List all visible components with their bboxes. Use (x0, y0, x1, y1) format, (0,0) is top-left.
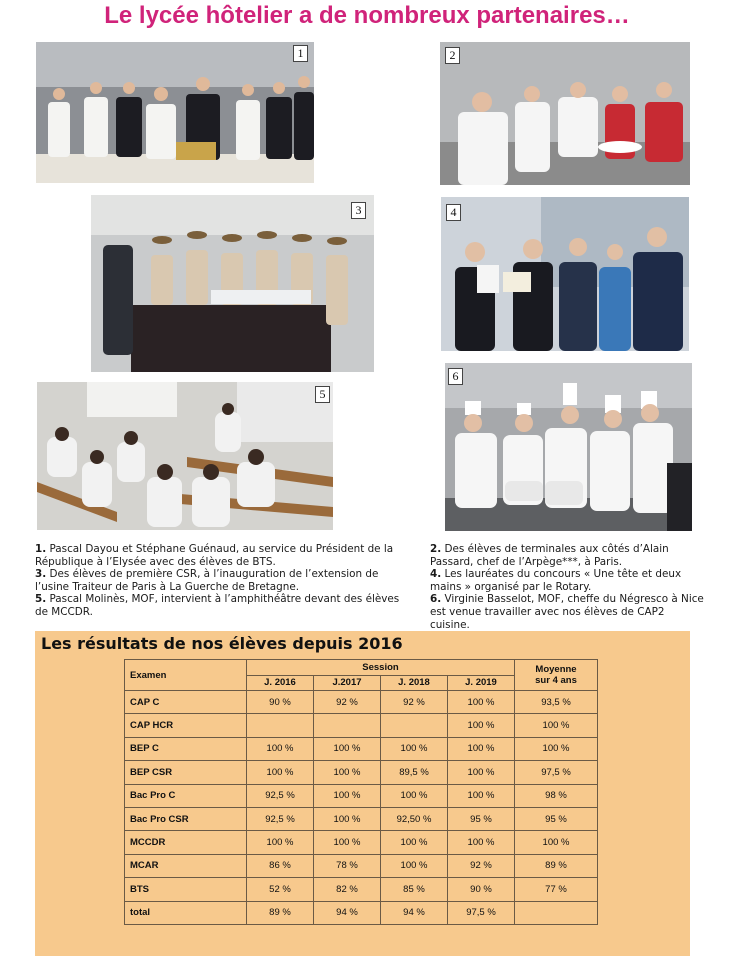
result-cell: 100 % (314, 831, 381, 854)
photo-number-3: 3 (351, 202, 366, 219)
results-table (124, 659, 598, 925)
header-year: J.2017 (314, 675, 381, 691)
result-cell: 100 % (448, 691, 515, 714)
photo-4 (441, 197, 689, 351)
table-row (125, 878, 598, 901)
average-cell: 95 % (515, 807, 598, 830)
photo-number-6: 6 (448, 368, 463, 385)
photo-1 (36, 42, 314, 183)
result-cell: 90 % (448, 878, 515, 901)
header-average: Moyenne sur 4 ans (515, 660, 598, 691)
photo-5 (37, 382, 333, 530)
caption-6: 6. Virginie Basselot, MOF, cheffe du Négresco à Nice est venue travailler avec nos élèves de CAP2 cuisine. (430, 593, 704, 631)
exam-name: MCAR (125, 854, 247, 877)
table-row (125, 761, 598, 784)
result-cell: 97,5 % (448, 901, 515, 924)
result-cell: 100 % (381, 737, 448, 760)
average-cell: 100 % (515, 714, 598, 737)
result-cell: 82 % (314, 878, 381, 901)
exam-name: MCCDR (125, 831, 247, 854)
header-year: J. 2019 (448, 675, 515, 691)
result-cell: 92,5 % (247, 807, 314, 830)
table-row (125, 714, 598, 737)
table-row (125, 784, 598, 807)
result-cell: 89 % (247, 901, 314, 924)
result-cell: 100 % (448, 831, 515, 854)
result-cell: 100 % (381, 784, 448, 807)
exam-name: BTS (125, 878, 247, 901)
result-cell: 100 % (247, 737, 314, 760)
exam-name: CAP HCR (125, 714, 247, 737)
table-row (125, 737, 598, 760)
table-row (125, 854, 598, 877)
header-session: Session (247, 660, 515, 676)
result-cell: 92 % (448, 854, 515, 877)
result-cell: 86 % (247, 854, 314, 877)
exam-name: Bac Pro C (125, 784, 247, 807)
header-year: J. 2018 (381, 675, 448, 691)
average-cell: 77 % (515, 878, 598, 901)
exam-name: BEP CSR (125, 761, 247, 784)
result-cell: 100 % (314, 807, 381, 830)
result-cell: 90 % (247, 691, 314, 714)
photo-number-2: 2 (445, 47, 460, 64)
captions-left (35, 543, 410, 619)
result-cell: 100 % (381, 854, 448, 877)
average-cell: 100 % (515, 831, 598, 854)
photo-number-4: 4 (446, 204, 461, 221)
results-heading: Les résultats de nos élèves depuis 2016 (41, 634, 403, 653)
result-cell: 100 % (314, 784, 381, 807)
caption-1: 1. Pascal Dayou et Stéphane Guénaud, au service du Président de la République à l’Elysée avec des élèves de BTS. (35, 543, 394, 568)
result-cell: 85 % (381, 878, 448, 901)
result-cell: 100 % (314, 737, 381, 760)
table-row (125, 807, 598, 830)
result-cell: 78 % (314, 854, 381, 877)
result-cell: 100 % (448, 737, 515, 760)
result-cell: 94 % (381, 901, 448, 924)
result-cell: 100 % (448, 714, 515, 737)
header-exam: Examen (125, 660, 247, 691)
result-cell: 95 % (448, 807, 515, 830)
captions-right (430, 543, 705, 631)
average-cell: 98 % (515, 784, 598, 807)
result-cell (314, 714, 381, 737)
average-cell: 97,5 % (515, 761, 598, 784)
result-cell: 92 % (314, 691, 381, 714)
caption-2: 2. Des élèves de terminales aux côtés d’Alain Passard, chef de l’Arpège***, à Paris. (430, 543, 669, 568)
header-year: J. 2016 (247, 675, 314, 691)
average-cell: 89 % (515, 854, 598, 877)
caption-3: 3. Des élèves de première CSR, à l’inauguration de l’extension de l’usine Traiteur de Paris à La Guerche de Bretagne. (35, 568, 379, 593)
exam-name: total (125, 901, 247, 924)
results-panel (35, 631, 690, 956)
caption-5: 5. Pascal Molinès, MOF, intervient à l’amphithéâtre devant des élèves de MCCDR. (35, 593, 400, 618)
result-cell: 100 % (448, 761, 515, 784)
caption-4: 4. Les lauréates du concours « Une tête et deux mains » organisé par le Rotary. (430, 568, 682, 593)
average-cell: 100 % (515, 737, 598, 760)
result-cell: 94 % (314, 901, 381, 924)
exam-name: CAP C (125, 691, 247, 714)
table-row (125, 901, 598, 924)
result-cell: 92,5 % (247, 784, 314, 807)
average-cell: 93,5 % (515, 691, 598, 714)
result-cell: 92,50 % (381, 807, 448, 830)
average-cell (515, 901, 598, 924)
result-cell (247, 714, 314, 737)
photo-2 (440, 42, 690, 185)
exam-name: BEP C (125, 737, 247, 760)
photo-6 (445, 363, 692, 531)
page-title: Le lycée hôtelier a de nombreux partenaires… (104, 2, 630, 29)
result-cell: 92 % (381, 691, 448, 714)
photo-number-5: 5 (315, 386, 330, 403)
table-row (125, 691, 598, 714)
result-cell: 52 % (247, 878, 314, 901)
result-cell: 100 % (381, 831, 448, 854)
result-cell: 100 % (247, 761, 314, 784)
result-cell: 100 % (314, 761, 381, 784)
result-cell: 100 % (448, 784, 515, 807)
exam-name: Bac Pro CSR (125, 807, 247, 830)
result-cell (381, 714, 448, 737)
photo-3 (91, 195, 374, 372)
table-row (125, 831, 598, 854)
photo-number-1: 1 (293, 45, 308, 62)
result-cell: 89,5 % (381, 761, 448, 784)
result-cell: 100 % (247, 831, 314, 854)
